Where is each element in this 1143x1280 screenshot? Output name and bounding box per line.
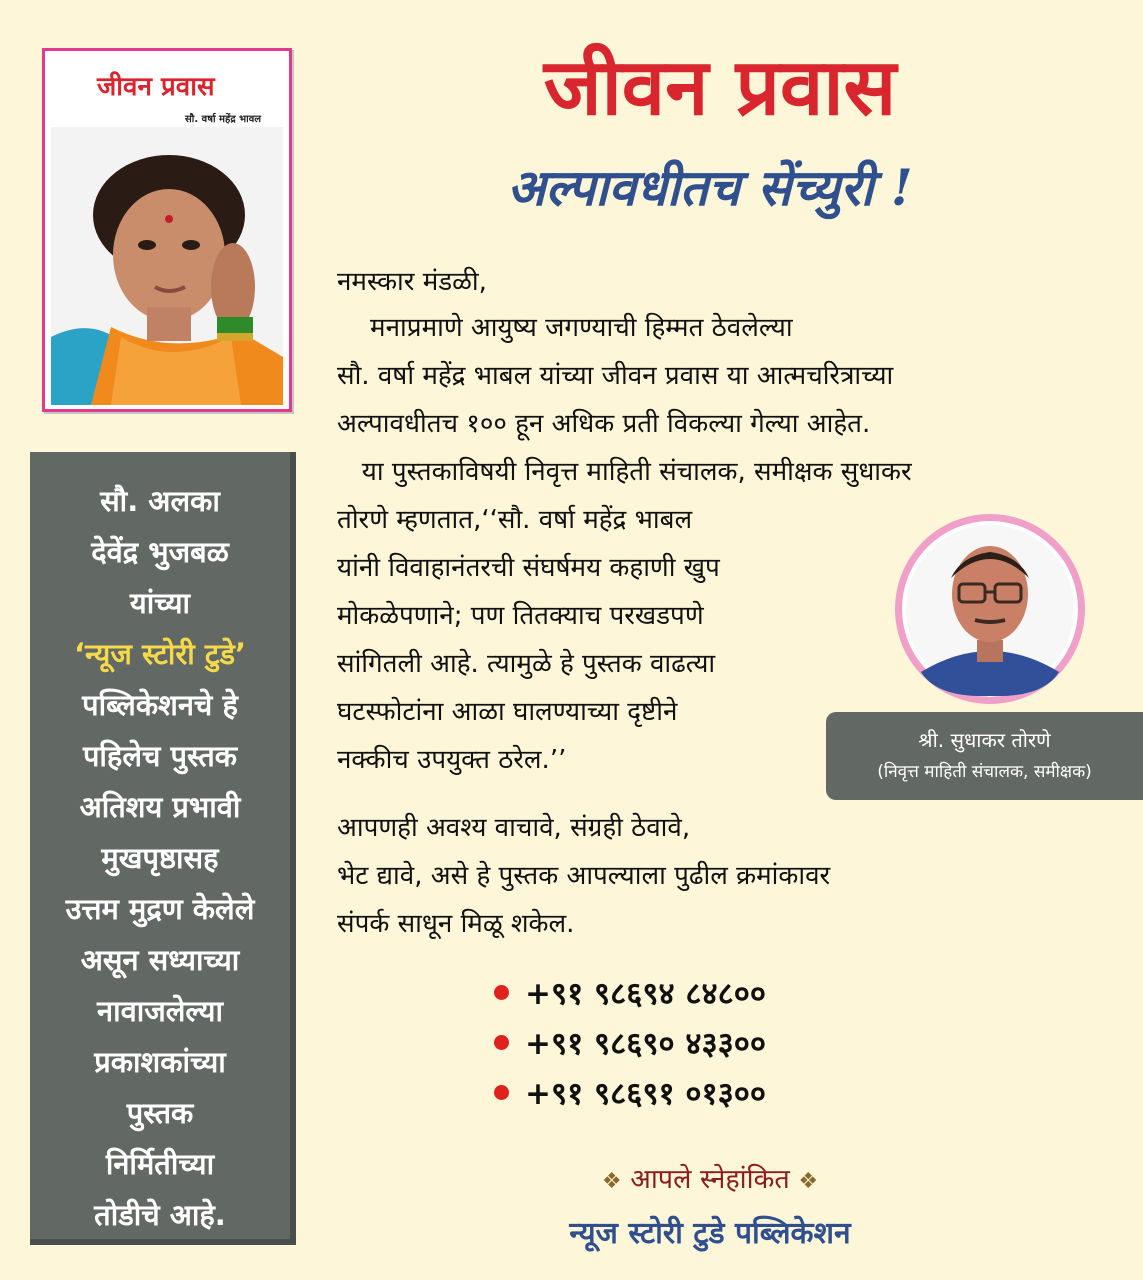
reviewer-name: श्री. सुधाकर तोरणे: [918, 728, 1051, 752]
panel-line: देवेंद्र भुजबळ: [91, 535, 229, 569]
body-line: नक्कीच उपयुक्त ठरेल.’’: [337, 745, 567, 775]
body-line: नमस्कार मंडळी,: [337, 267, 487, 297]
panel-line: निर्मितीच्या: [105, 1147, 215, 1181]
bullet-dot-icon: [494, 1035, 509, 1050]
diamond-ornament-icon: ❖: [798, 1169, 819, 1194]
panel-line: मुखपृष्ठासह: [101, 841, 219, 875]
body-line: संपर्क साधून मिळू शकेल.: [337, 909, 575, 939]
panel-line: नावाजलेल्या: [96, 994, 223, 1028]
cover-title: जीवन प्रवास: [97, 72, 215, 102]
reviewer-caption: [826, 712, 1143, 800]
greeting-text: आपले स्नेहांकित: [630, 1164, 790, 1195]
greeting: [320, 1160, 1100, 1202]
phone-number: +९१ ९८६९० ४३३००: [525, 1026, 766, 1062]
panel-line: प्रकाशकांच्या: [94, 1045, 226, 1079]
phone-number: +९१ ९८६९४ ८४८००: [525, 976, 766, 1012]
cover-author: सौ. वर्षा महेंद्र भावल: [185, 114, 262, 125]
phone-number: +९१ ९८६९१ ०१३००: [525, 1076, 766, 1112]
body-line: अल्पावधीतच १०० हून अधिक प्रती विकल्या गेल्या आहेत.: [337, 409, 871, 439]
body-line: घटस्फोटांना आळा घालण्याच्या दृष्टीने: [337, 697, 678, 727]
body-line: सांगितली आहे. त्यामुळे हे पुस्तक वाढत्या: [337, 649, 716, 679]
panel-line: पुस्तक: [126, 1096, 194, 1130]
panel-line: पब्लिकेशनचे हे: [82, 688, 238, 722]
panel-line: पहिलेच पुस्तक: [82, 739, 238, 773]
page-title: जीवन प्रवास: [543, 43, 897, 133]
reviewer-role: (निवृत्त माहिती संचालक, समीक्षक): [877, 762, 1092, 782]
book-cover: [42, 48, 292, 412]
panel-line: सौ. अलका: [100, 484, 220, 518]
bullet-dot-icon: [494, 1085, 509, 1100]
panel-line: असून सध्याच्या: [80, 943, 240, 977]
diamond-ornament-icon: ❖: [601, 1169, 622, 1194]
panel-line: तोडीचे आहे.: [94, 1198, 226, 1232]
body-line: सौ. वर्षा महेंद्र भाबल यांच्या जीवन प्रवास या आत्मचरित्राच्या: [337, 361, 894, 391]
body-line: भेट द्यावे, असे हे पुस्तक आपल्याला पुढील क्रमांकावर: [337, 861, 831, 891]
panel-line: अतिशय प्रभावी: [79, 790, 241, 824]
panel-line: उत्तम मुद्रण केलेले: [65, 892, 255, 926]
body-line: मोकळेपणाने; पण तितक्याच परखडपणे: [337, 601, 704, 631]
body-line: आपणही अवश्य वाचावे, संग्रही ठेवावे,: [337, 813, 691, 843]
panel-line-highlight: ‘न्यूज स्टोरी टुडे’: [73, 637, 247, 671]
page-subtitle: अल्पावधीतच सेंच्युरी !: [507, 158, 913, 217]
body-line: मनाप्रमाणे आयुष्य जगण्याची हिम्मत ठेवलेल्या: [337, 313, 793, 343]
publisher-name: न्यूज स्टोरी टुडे पब्लिकेशन: [569, 1216, 851, 1251]
author-portrait: [51, 127, 283, 405]
publisher-note-panel: [30, 452, 296, 1245]
bullet-dot-icon: [494, 985, 509, 1000]
body-line: तोरणे म्हणतात,‘‘सौ. वर्षा महेंद्र भाबल: [337, 505, 693, 535]
body-line: या पुस्तकाविषयी निवृत्त माहिती संचालक, समीक्षक सुधाकर: [337, 457, 912, 487]
reviewer-portrait: [893, 512, 1087, 706]
panel-line: यांच्या: [129, 586, 191, 620]
phone-item: [494, 974, 766, 1014]
phone-item: [494, 1024, 766, 1064]
body-line: यांनी विवाहानंतरची संघर्षमय कहाणी खुप: [337, 553, 720, 583]
phone-item: [494, 1074, 766, 1114]
